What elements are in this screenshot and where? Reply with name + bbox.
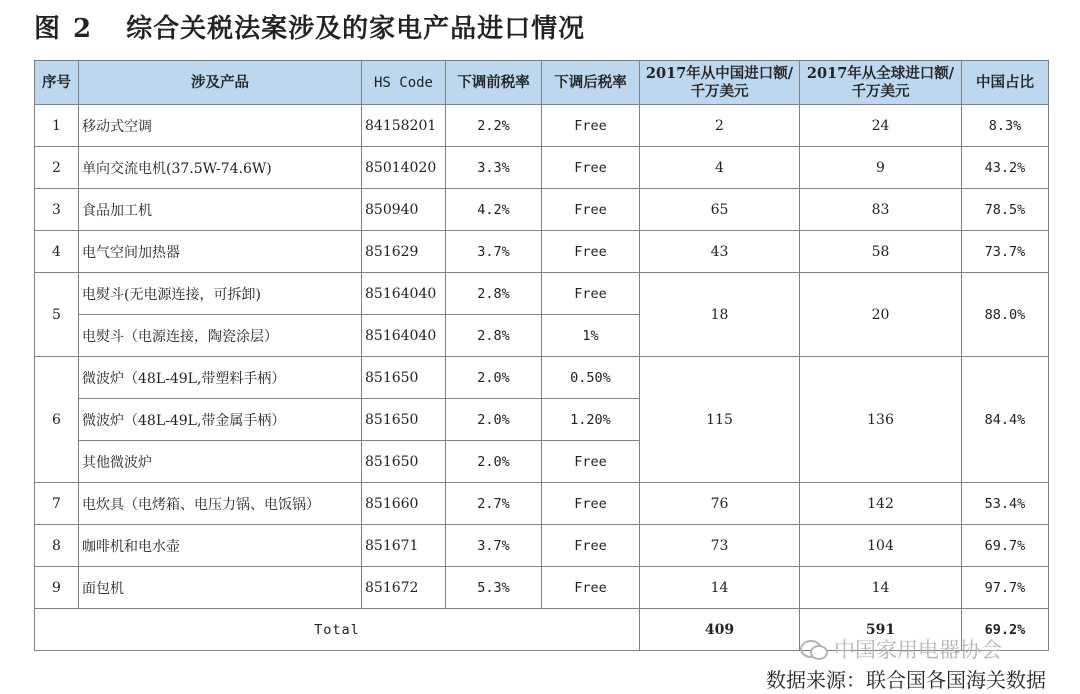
cell-rate-before: 2.2% <box>446 105 542 147</box>
cell-global-import: 83 <box>800 189 962 231</box>
cell-global-import: 58 <box>800 231 962 273</box>
cell-product: 电气空间加热器 <box>79 231 362 273</box>
table-row <box>35 483 1049 525</box>
header-rate-after: 下调后税率 <box>542 61 640 105</box>
cell-product: 微波炉（48L-49L,带塑料手柄） <box>79 357 362 399</box>
cell-seq: 2 <box>35 147 79 189</box>
cell-hs-code: 851660 <box>362 483 446 525</box>
cell-product: 面包机 <box>79 567 362 609</box>
cell-china-import: 73 <box>640 525 800 567</box>
cell-rate-after: Free <box>542 441 640 483</box>
cell-product: 电炊具（电烤箱、电压力锅、电饭锅） <box>79 483 362 525</box>
cell-rate-before: 2.7% <box>446 483 542 525</box>
table-row <box>35 273 1049 315</box>
header-global-import: 2017年从全球进口额/千万美元 <box>800 61 962 105</box>
total-global-import: 591 <box>800 609 962 651</box>
cell-seq: 1 <box>35 105 79 147</box>
cell-china-share: 53.4% <box>962 483 1049 525</box>
cell-china-share: 88.0% <box>962 273 1049 357</box>
cell-hs-code: 850940 <box>362 189 446 231</box>
watermark-text: 中国家用电器协会 <box>834 638 1002 662</box>
cell-china-import: 4 <box>640 147 800 189</box>
table-row <box>35 567 1049 609</box>
cell-china-import: 43 <box>640 231 800 273</box>
cell-rate-after: 0.50% <box>542 357 640 399</box>
cell-china-share: 43.2% <box>962 147 1049 189</box>
table-row <box>35 525 1049 567</box>
cell-global-import: 14 <box>800 567 962 609</box>
cell-hs-code: 851671 <box>362 525 446 567</box>
total-label: Total <box>35 609 640 651</box>
cell-hs-code: 85164040 <box>362 315 446 357</box>
cell-hs-code: 851672 <box>362 567 446 609</box>
cell-product: 移动式空调 <box>79 105 362 147</box>
wechat-icon <box>800 638 828 660</box>
cell-global-import: 9 <box>800 147 962 189</box>
cell-china-share: 97.7% <box>962 567 1049 609</box>
cell-rate-after: Free <box>542 231 640 273</box>
figure-title <box>34 8 585 45</box>
cell-rate-before: 2.0% <box>446 399 542 441</box>
figure-label: 图 <box>34 14 62 44</box>
cell-product: 电熨斗(无电源连接，可拆卸) <box>79 273 362 315</box>
total-china-share: 69.2% <box>962 609 1049 651</box>
header-hs-code: HS Code <box>362 61 446 105</box>
data-source-note: 数据来源：联合国各国海关数据 <box>766 668 1046 692</box>
cell-seq: 6 <box>35 357 79 483</box>
cell-rate-after: Free <box>542 525 640 567</box>
cell-hs-code: 85164040 <box>362 273 446 315</box>
watermark <box>800 634 1002 664</box>
cell-rate-after: 1.20% <box>542 399 640 441</box>
cell-hs-code: 84158201 <box>362 105 446 147</box>
cell-seq: 7 <box>35 483 79 525</box>
cell-china-import: 76 <box>640 483 800 525</box>
cell-rate-after: Free <box>542 105 640 147</box>
cell-rate-after: Free <box>542 189 640 231</box>
cell-rate-before: 2.8% <box>446 273 542 315</box>
cell-rate-before: 2.0% <box>446 357 542 399</box>
figure-caption: 综合关税法案涉及的家电产品进口情况 <box>126 14 586 44</box>
cell-china-share: 78.5% <box>962 189 1049 231</box>
header-seq: 序号 <box>35 61 79 105</box>
cell-seq: 8 <box>35 525 79 567</box>
cell-global-import: 142 <box>800 483 962 525</box>
cell-rate-before: 2.8% <box>446 315 542 357</box>
cell-rate-before: 5.3% <box>446 567 542 609</box>
cell-rate-after: Free <box>542 147 640 189</box>
cell-global-import: 136 <box>800 357 962 483</box>
cell-china-share: 84.4% <box>962 357 1049 483</box>
cell-rate-before: 3.7% <box>446 525 542 567</box>
cell-product: 单向交流电机(37.5W-74.6W) <box>79 147 362 189</box>
figure-number: 2 <box>73 14 93 44</box>
table-row <box>35 147 1049 189</box>
header-rate-before: 下调前税率 <box>446 61 542 105</box>
cell-china-import: 2 <box>640 105 800 147</box>
cell-seq: 5 <box>35 273 79 357</box>
header-china-share: 中国占比 <box>962 61 1049 105</box>
cell-rate-before: 4.2% <box>446 189 542 231</box>
table-row <box>35 231 1049 273</box>
cell-seq: 9 <box>35 567 79 609</box>
cell-product: 其他微波炉 <box>79 441 362 483</box>
cell-product: 咖啡机和电水壶 <box>79 525 362 567</box>
cell-product: 微波炉（48L-49L,带金属手柄） <box>79 399 362 441</box>
cell-seq: 3 <box>35 189 79 231</box>
cell-hs-code: 851629 <box>362 231 446 273</box>
cell-rate-before: 2.0% <box>446 441 542 483</box>
cell-hs-code: 851650 <box>362 441 446 483</box>
cell-product: 食品加工机 <box>79 189 362 231</box>
table-row <box>35 105 1049 147</box>
cell-rate-after: Free <box>542 483 640 525</box>
cell-china-import: 18 <box>640 273 800 357</box>
cell-rate-after: Free <box>542 273 640 315</box>
cell-global-import: 104 <box>800 525 962 567</box>
cell-global-import: 20 <box>800 273 962 357</box>
cell-global-import: 24 <box>800 105 962 147</box>
table-row <box>35 189 1049 231</box>
cell-rate-before: 3.7% <box>446 231 542 273</box>
table-row <box>35 357 1049 399</box>
cell-hs-code: 85014020 <box>362 147 446 189</box>
cell-china-share: 8.3% <box>962 105 1049 147</box>
cell-rate-after: 1% <box>542 315 640 357</box>
header-china-import: 2017年从中国进口额/千万美元 <box>640 61 800 105</box>
cell-china-import: 115 <box>640 357 800 483</box>
cell-china-import: 65 <box>640 189 800 231</box>
cell-product: 电熨斗（电源连接，陶瓷涂层） <box>79 315 362 357</box>
cell-seq: 4 <box>35 231 79 273</box>
cell-china-share: 73.7% <box>962 231 1049 273</box>
cell-rate-after: Free <box>542 567 640 609</box>
cell-rate-before: 3.3% <box>446 147 542 189</box>
cell-hs-code: 851650 <box>362 357 446 399</box>
cell-hs-code: 851650 <box>362 399 446 441</box>
header-row <box>35 61 1049 105</box>
tariff-table <box>34 60 1049 651</box>
total-china-import: 409 <box>640 609 800 651</box>
cell-china-import: 14 <box>640 567 800 609</box>
cell-china-share: 69.7% <box>962 525 1049 567</box>
header-product: 涉及产品 <box>79 61 362 105</box>
